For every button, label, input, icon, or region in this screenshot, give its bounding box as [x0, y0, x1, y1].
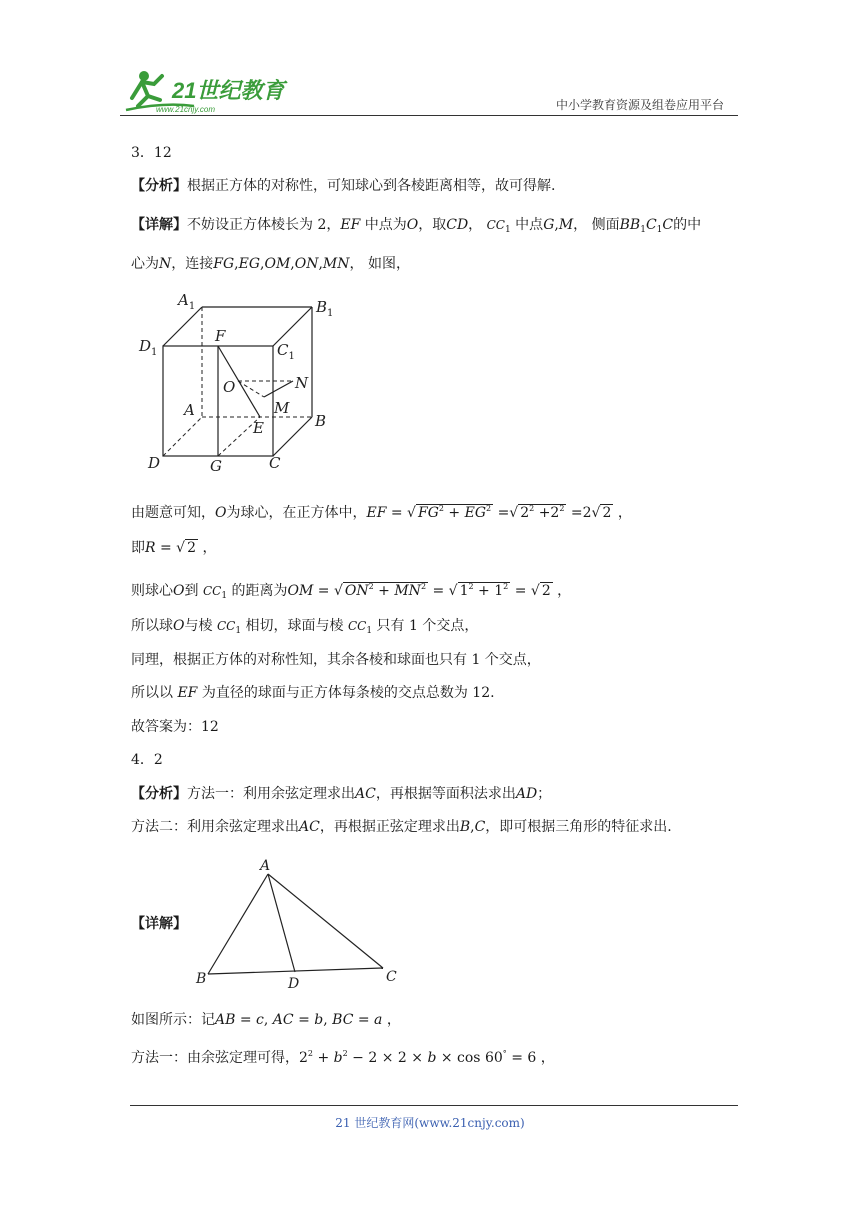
q3-detail-line-1: 【详解】不妨设正方体棱长为 2，EF 中点为O，取CD， $CC_1$ 中点G,M， 侧面$BB_1C_1C$的中: [131, 217, 702, 235]
q3-text: 所以球: [131, 618, 173, 634]
svg-text:E: E: [253, 419, 264, 437]
q3-detail-text: ，: [468, 217, 487, 233]
q4-text: ，再根据正弦定理求出: [319, 819, 460, 835]
q3-detail-text: 中点为: [360, 217, 407, 233]
q3-line-6: 所以以 EF 为直径的球面与正方体每条棱的交点总数为 12.: [131, 685, 495, 701]
svg-text:G: G: [210, 457, 222, 475]
q4-text: 如图所示：记: [131, 1012, 215, 1028]
q3-line-2: 即R = √ 2 ，: [131, 540, 217, 556]
q4-number: 4．2: [131, 752, 163, 768]
svg-text:O: O: [223, 378, 236, 396]
q3-detail-text: ，连接: [171, 256, 214, 272]
footer-divider: [130, 1105, 738, 1106]
q3-text: 相切，球面与棱: [245, 618, 344, 634]
q3-line-5: 同理，根据正方体的对称性知，其余各棱和球面也只有 1 个交点，: [131, 652, 541, 668]
q3-detail-text: 中点: [510, 217, 544, 233]
svg-text:C: C: [269, 454, 281, 472]
header-divider: [120, 115, 738, 116]
svg-text:D1: $D_1$: [139, 337, 158, 358]
q3-text: 与棱: [184, 618, 213, 634]
q3-text: 即: [131, 540, 145, 556]
q3-detail-line-2: 心为N，连接FG,EG,OM,ON,MN， 如图，: [131, 256, 410, 272]
q3-line-4: 所以球O与棱 $CC_1$ 相切，球面与棱 $CC_1$ 只有 1 个交点，: [131, 618, 479, 636]
ef-formula: EF = √ $FG^2 + EG^2$ =√ $2^2 +2^2 =2√$ 2 ，: [366, 504, 632, 521]
q3-detail-text: ， 如图，: [349, 256, 410, 272]
q3-text: 只有 1 个交点，: [376, 618, 479, 634]
q3-text: 则球心: [131, 583, 173, 599]
svg-text:C: C: [386, 969, 397, 985]
svg-text:M: M: [274, 399, 290, 417]
q4-analysis-tag: 【分析】: [131, 786, 187, 802]
logo-url: www.21cnjy.com: [156, 105, 215, 114]
q3-number: 3．12: [131, 145, 172, 161]
q3-detail-text: 不妨设正方体棱长为 2，: [187, 217, 341, 233]
q4-text: 方法一：利用余弦定理求出: [187, 786, 355, 802]
q3-text: 由题意可知，: [131, 505, 215, 521]
svg-text:B: B: [196, 971, 207, 987]
q3-answer: 故答案为：12: [131, 719, 219, 735]
q4-text: ；: [537, 786, 552, 802]
q4-detail-label: 【详解】: [131, 916, 187, 932]
q3-line-3: 则球心O到 $CC_1$ 的距离为OM = √ $ON^2 + MN^2$ = √ $1^2 + 1^2$ = √ 2 ，: [131, 582, 572, 601]
svg-text:N: N: [295, 374, 309, 392]
svg-text:D: D: [148, 454, 161, 472]
q3-detail-text: ，取: [418, 217, 447, 233]
svg-text:A1: $A_1$: [178, 291, 196, 312]
q3-line-1: 由题意可知，O为球心，在正方体中，EF = √ $FG^2 + EG^2$ =√ $2^2 +2^2 =2√$ 2 ，: [131, 504, 632, 521]
q3-analysis-text: 根据正方体的对称性，可知球心到各棱距离相等，故可得解.: [187, 178, 556, 194]
q3-detail-text: 心为: [131, 256, 159, 272]
q4-analysis: 【分析】方法一：利用余弦定理求出AC，再根据等面积法求出AD；: [131, 786, 552, 802]
svg-text:A: A: [260, 858, 271, 874]
q4-method2: 方法二：利用余弦定理求出AC，再根据正弦定理求出B,C，即可根据三角形的特征求出.: [131, 819, 672, 835]
q3-detail-text: 的中: [673, 217, 702, 233]
cube-figure: [138, 285, 348, 480]
footer-text: 21 世纪教育网(www.21cnjy.com): [335, 1116, 525, 1130]
q3-text: 所以以: [131, 685, 173, 701]
q4-method1-line: 方法一：由余弦定理可得，$2^2 + b^2 - 2 \times 2 \times b \times \cos 60^\circ = 6$ ，: [131, 1049, 555, 1066]
svg-text:A: A: [184, 401, 195, 419]
q4-text: ，即可根据三角形的特征求出.: [485, 819, 672, 835]
q4-detail-tag: [131, 914, 187, 934]
q3-detail-tag: 【详解】: [131, 217, 187, 233]
q4-note: 如图所示：记AB = c, AC = b, BC = a ，: [131, 1012, 401, 1028]
q4-text: ，再根据等面积法求出: [375, 786, 516, 802]
header-platform-text: 中小学教育资源及组卷应用平台: [555, 98, 724, 112]
q3-text: 到: [184, 583, 199, 599]
svg-text:B: B: [315, 412, 327, 430]
site-logo: [124, 66, 294, 116]
svg-text:F: F: [215, 327, 226, 345]
q3-text: 为直径的球面与正方体每条棱的交点总数为 12.: [201, 685, 495, 701]
logo-text: 21世纪教育: [172, 78, 285, 103]
triangle-figure: [190, 852, 415, 992]
svg-text:C1: $C_1$: [277, 341, 295, 362]
svg-text:B1: $B_1$: [316, 298, 334, 319]
q4-text: 方法一：由余弦定理可得，: [131, 1050, 299, 1066]
q3-text: 为球心，在正方体中，: [226, 505, 367, 521]
q3-analysis-tag: 【分析】: [131, 178, 187, 194]
q3-text: 的距离为: [231, 583, 288, 599]
q3-analysis: [131, 176, 555, 196]
svg-text:D: D: [288, 976, 300, 992]
q4-text: 方法二：利用余弦定理求出: [131, 819, 299, 835]
q3-detail-text: ， 侧面: [573, 217, 620, 233]
